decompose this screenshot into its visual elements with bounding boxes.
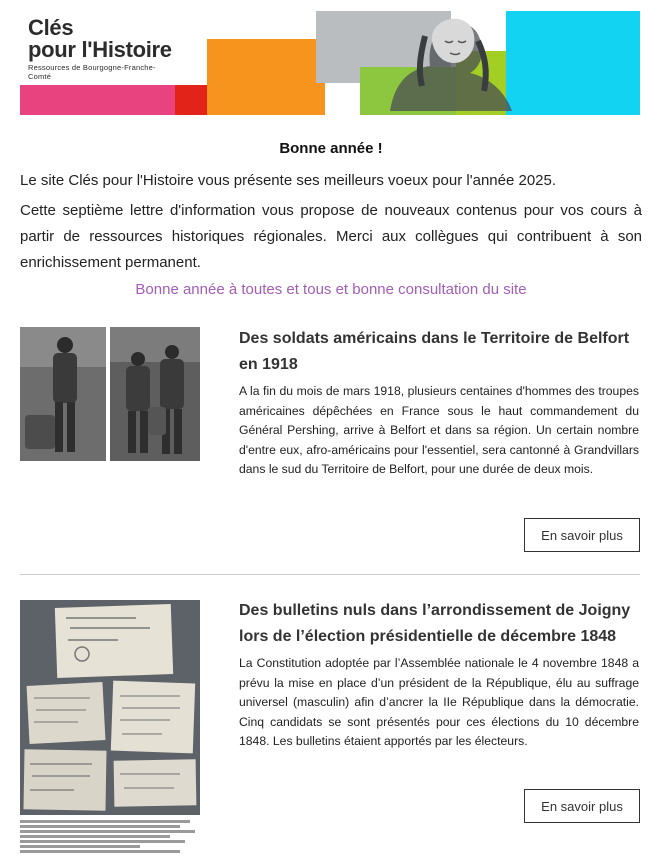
portrait-engraving-image (370, 11, 520, 111)
banner-cyan-block (506, 11, 640, 115)
intro-paragraph-2: Cette septième lettre d'information vous propose de nouveaux contenus pour vos cours à partir de ressources historiques régionales. Merci aux collègues qui contribuent à son enrichissement permanent. (20, 202, 642, 271)
soldiers-photo-icon (20, 327, 200, 461)
logo-subtitle: Ressources de Bourgogne-Franche-Comté (28, 63, 156, 81)
banner-pink-block (20, 85, 180, 115)
ballots-photo-icon (20, 600, 200, 815)
intro-paragraph-1: Le site Clés pour l'Histoire vous présente ses meilleurs voeux pour l'année 2025. (20, 172, 557, 189)
header-banner (20, 11, 640, 115)
article-1-summary: A la fin du mois de mars 1918, plusieurs centaines d'hommes des troupes américaines dépêchées en France sous le haut commandement du Général Pershing, arrive à Belfort et dans sa région. Un certain nombre d'entre eux, afro-américains pour l'essentiel, sera cantonné à Grandvillars dans le sud du Territoire de Belfort, pour une durée de deux mois. (239, 384, 639, 477)
banner-orange-block (207, 39, 325, 115)
image-caption-lines (20, 820, 200, 855)
logo-text-line2: pour l'Histoire (28, 37, 172, 62)
article-2-summary: La Constitution adoptée par l’Assemblée nationale le 4 novembre 1848 a prévu la mise en place d’un président de la République, élu au suffrage universel (masculin) afin d’ancrer la IIe République dans la démocratie. Cinq candidats se sont présentés pour ces élections du 10 décembre 1848. Les bulletins étaient apportés par les électeurs. (239, 656, 639, 749)
greeting-heading: Bonne année ! (279, 140, 383, 157)
banner-red-block (175, 85, 210, 115)
article-1-read-more-button[interactable]: En savoir plus (524, 518, 640, 552)
site-logo[interactable] (20, 11, 172, 81)
article-2-image[interactable] (20, 600, 200, 815)
new-year-wish: Bonne année à toutes et tous et bonne consultation du site (135, 281, 527, 298)
article-2-read-more-button[interactable]: En savoir plus (524, 789, 640, 823)
article-1-image[interactable] (20, 327, 200, 461)
article-1-title[interactable]: Des soldats américains dans le Territoire de Belfort en 1918 (239, 330, 630, 373)
article-2-title[interactable]: Des bulletins nuls dans l’arrondissement de Joigny lors de l’élection présidentielle de décembre 1848 (239, 602, 631, 645)
article-divider (20, 574, 640, 575)
logo-text-line1: Clés (28, 15, 74, 40)
